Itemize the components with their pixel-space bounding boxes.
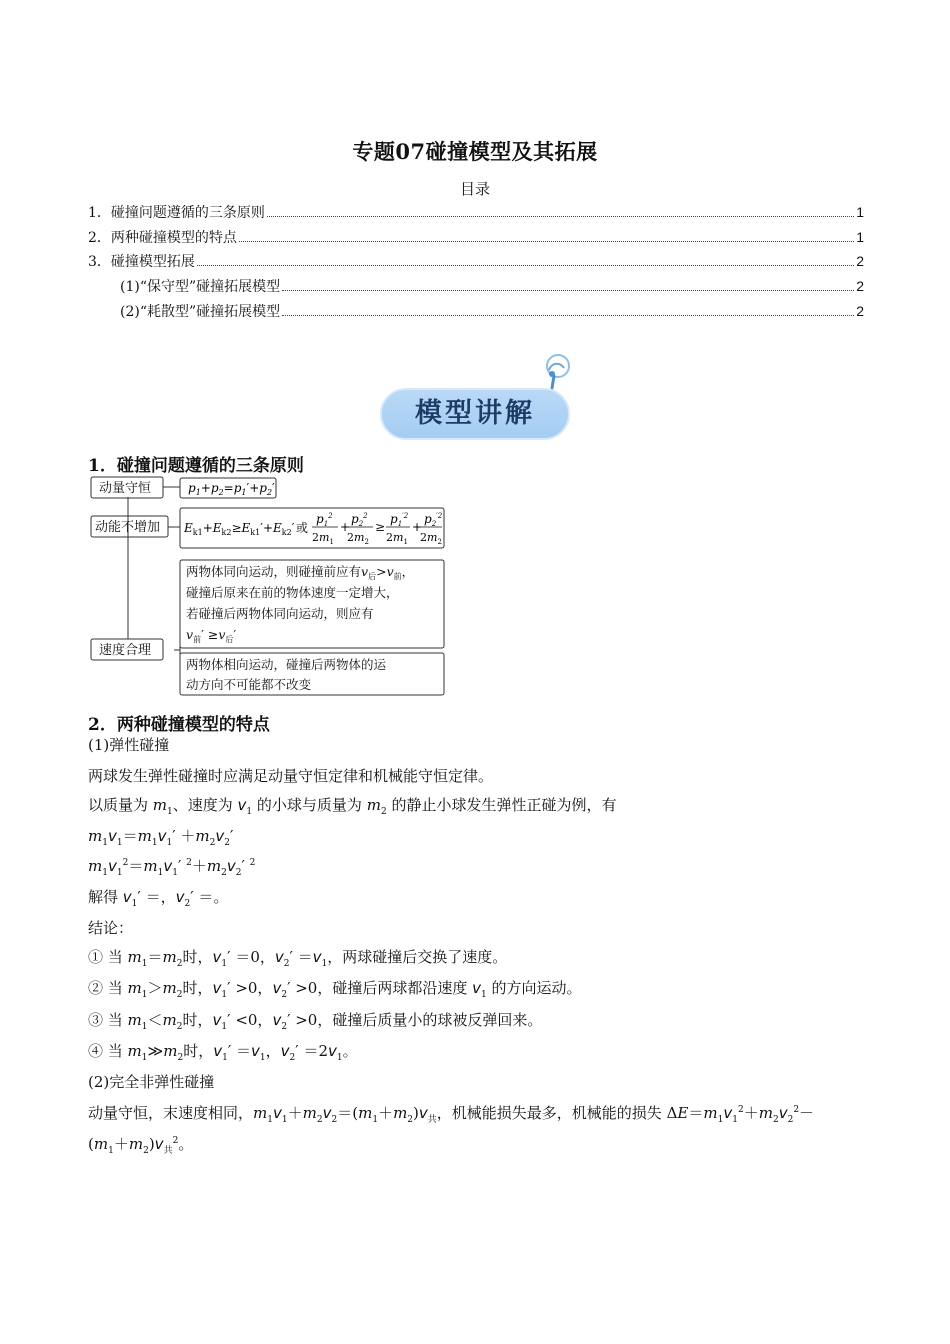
- svg-text:p22: $p_2^2$: [351, 512, 368, 528]
- opposite-direction-text: 两物体相向运动，碰撞后两物体的运: [186, 657, 387, 672]
- momentum-formula: $p_1+p_2=p_1'+p_2'$: [188, 481, 275, 497]
- toc-item-number: 1．: [88, 205, 111, 221]
- toc-leader: [239, 241, 854, 242]
- svg-text:p12: $p_1^2$: [316, 512, 333, 528]
- toc-item-page: 2: [856, 302, 864, 319]
- toc-item-number: (2): [120, 303, 140, 320]
- banner-label: 模型讲解: [380, 388, 570, 440]
- toc-item-page: 2: [856, 253, 864, 270]
- toc-item-number: 2．: [88, 229, 111, 246]
- collision-principles-diagram: [88, 474, 448, 698]
- paragraph: 以质量为 $m_1$、速度为 $v_1$ 的小球与质量为 $m_2$ 的静止小球发生弹性正碰为例，有: [88, 796, 617, 817]
- toc-item-label: “耗散型”碰撞拓展模型: [139, 303, 281, 320]
- toc-item-label: “保守型”碰撞拓展模型: [139, 279, 281, 296]
- geq-sign: ≥: [375, 520, 386, 534]
- page-title: 专题07碰撞模型及其拓展: [352, 139, 598, 164]
- svg-text:+: +: [340, 520, 351, 534]
- conclusion-item: ④ 当 $m_1≫m_2$时，$v_1' =v_1$，$v_2' =2v_1$。: [88, 1042, 358, 1063]
- toc-item[interactable]: [88, 276, 864, 301]
- toc-item-number: 3．: [88, 254, 111, 271]
- paragraph: 结论：: [88, 919, 134, 937]
- label-energy: 动能不增加: [95, 520, 161, 535]
- toc-item-label: 碰撞模型拓展: [110, 254, 195, 271]
- lightbulb-icon: [540, 352, 572, 392]
- toc-leader: [197, 265, 854, 266]
- section-heading: 2．两种碰撞模型的特点: [88, 715, 270, 735]
- or-word: 或: [296, 521, 309, 535]
- svg-text:2m1: $2m_1$: [312, 531, 334, 546]
- paragraph: 解得 $v_1'$ ＝，$v_2'$ ＝。: [88, 888, 229, 909]
- subsection-title: (2)完全非弹性碰撞: [88, 1073, 215, 1091]
- same-direction-text: 碰撞后原来在前的物体速度一定增大，: [186, 585, 399, 600]
- conclusion-item: ① 当 $m_1=m_2$时，$v_1' =0$，$v_2' =v_1$，两球碰撞后交换了速度。: [88, 948, 508, 969]
- opposite-direction-text: 动方向不可能都不改变: [186, 677, 312, 692]
- paragraph: 两球发生弹性碰撞时应满足动量守恒定律和机械能守恒定律。: [88, 767, 494, 785]
- toc-leader: [282, 315, 854, 316]
- conclusion-item: ② 当 $m_1>m_2$时，$v_1' >0$，$v_2' >0$，碰撞后两球都沿速度 $v_1$ 的方向运动。: [88, 979, 582, 1000]
- toc-item-page: 1: [856, 228, 864, 245]
- svg-text:2m2: $2m_2$: [420, 531, 442, 546]
- svg-text:2m1: $2m_1$: [386, 531, 408, 546]
- svg-text:p1′2: $p_1^{'2}$: [390, 512, 409, 528]
- toc-item[interactable]: [88, 202, 864, 227]
- section-banner: [380, 352, 572, 444]
- paragraph: $(m_1+m_2)v_共^2$。: [88, 1135, 194, 1156]
- paragraph: 动量守恒，末速度相同，$m_1v_1+m_2v_2=(m_1+m_2)v_共$，机械能损失最多，机械能的损失 $\Delta E=m_1v_1^2+m_2v_2^2-$: [88, 1104, 815, 1125]
- equation: $m_1v_1=m_1v_1' +m_2v_2'$: [88, 827, 234, 848]
- toc-item-page: 2: [856, 278, 864, 295]
- label-momentum: 动量守恒: [99, 481, 152, 496]
- toc-heading: 目录: [459, 180, 490, 198]
- toc-item-number: (1): [120, 279, 140, 296]
- toc-item-page: 1: [856, 204, 864, 220]
- toc-item[interactable]: [88, 251, 864, 276]
- svg-text:p2′2: $p_2^{'2}$: [424, 512, 443, 528]
- svg-text:2m2: $2m_2$: [347, 531, 369, 546]
- equation: $m_1v_1^2=m_1v_1'$ $^2+m_2v_2'$ $^2$: [88, 857, 256, 878]
- svg-text:Ek1+Ek2≥Ek1′+Ek2′: $E_{k1}+E_{k2}\ge E_{k1}'+E_{k2}'$: [184, 521, 295, 537]
- toc-item[interactable]: [88, 301, 864, 326]
- same-direction-text: $v_前' \ge v_后'$: [186, 627, 237, 644]
- toc-item-label: 碰撞问题遵循的三条原则: [110, 205, 265, 221]
- toc-leader: [282, 290, 854, 291]
- subsection-title: (1)弹性碰撞: [88, 736, 170, 754]
- same-direction-text: 若碰撞后两物体同向运动，则应有: [186, 606, 374, 621]
- toc-leader: [267, 216, 854, 217]
- same-direction-text: 两物体同向运动，则碰撞前应有$v_后>v_前$，: [186, 564, 415, 581]
- toc-item-label: 两种碰撞模型的特点: [110, 229, 237, 246]
- table-of-contents: [88, 202, 864, 325]
- conclusion-item: ③ 当 $m_1<m_2$时，$v_1' <0$，$v_2' >0$，碰撞后质量小的球被反弹回来。: [88, 1011, 543, 1032]
- toc-item[interactable]: [88, 227, 864, 252]
- label-speed: 速度合理: [99, 643, 152, 658]
- section-heading: 1．碰撞问题遵循的三条原则: [88, 456, 304, 476]
- energy-formula: [183, 512, 443, 546]
- svg-text:+: +: [412, 520, 423, 534]
